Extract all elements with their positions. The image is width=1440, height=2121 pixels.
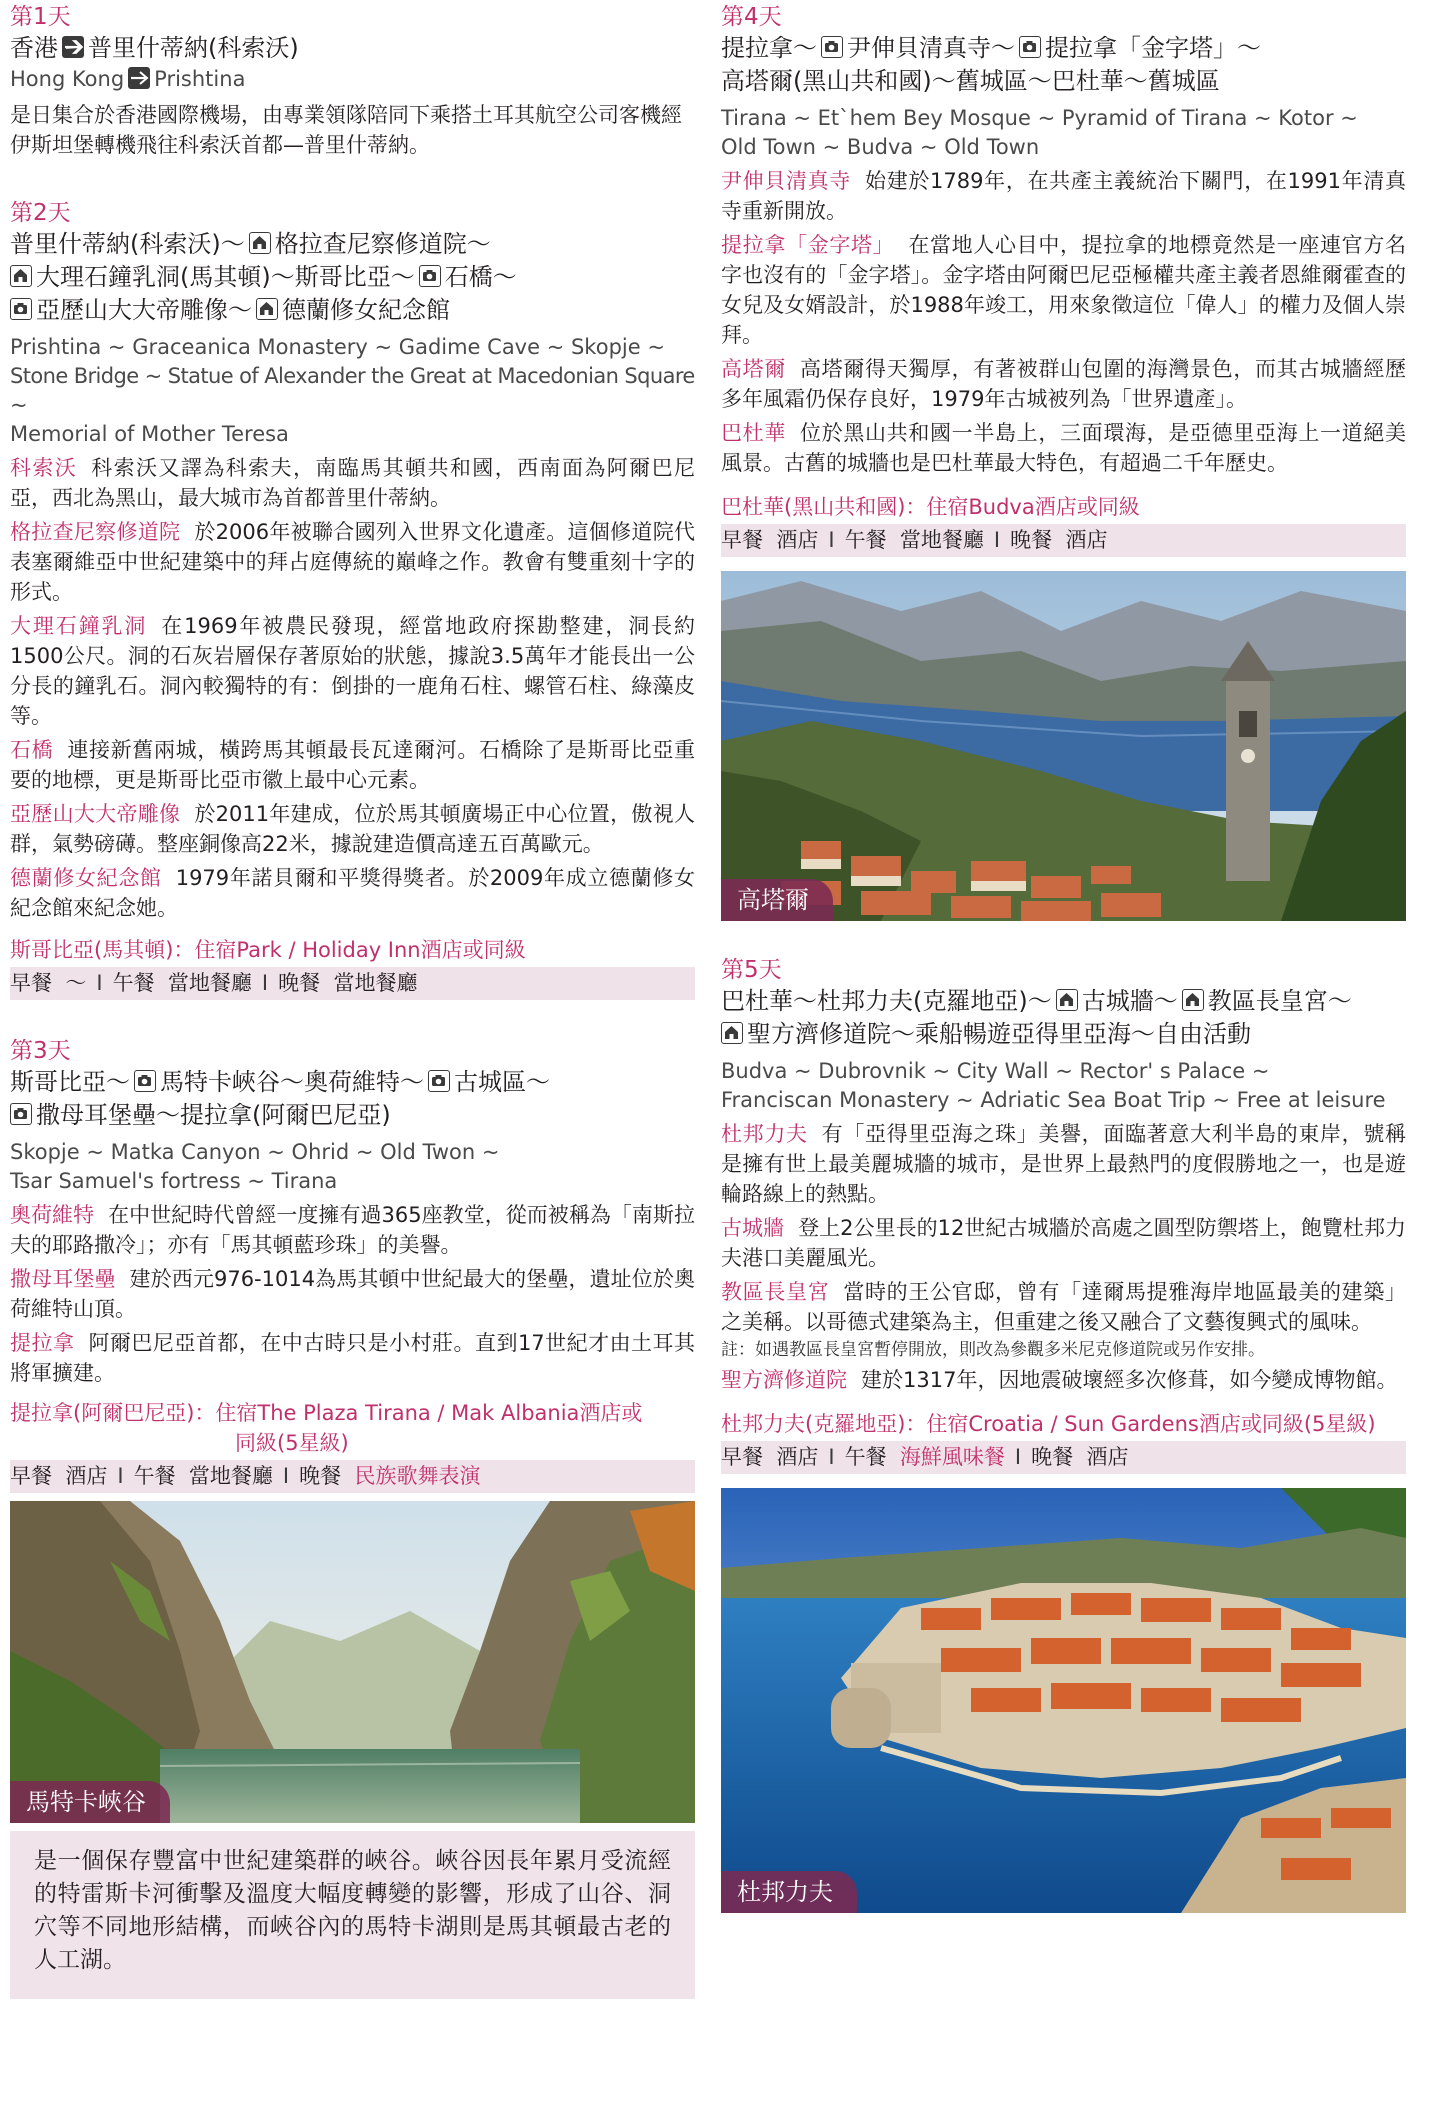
dinner-label: 晚餐 <box>1010 528 1053 552</box>
day-3-route-zh <box>10 1066 695 1132</box>
sight-gracanica <box>10 517 695 607</box>
photo-caption: 高塔爾 <box>721 879 833 921</box>
sight-text: 於2006年被聯合國列入世界文化遺產。這個修道院代表塞爾維亞中世紀建築中的拜占庭傳統的巔峰之作。教會有雙重刻十字的形式。 <box>10 520 695 604</box>
route-en-line: Budva ~ Dubrovnik ~ City Wall ~ Rector' s Palace ~ <box>721 1059 1270 1083</box>
sight-name: 杜邦力夫 <box>721 1122 808 1146</box>
day-3-section <box>10 1036 695 1999</box>
sight-stone-bridge <box>10 735 695 795</box>
dinner-label: 晚餐 <box>1031 1445 1074 1469</box>
meal-separator: I <box>282 1464 290 1488</box>
lunch-label: 午餐 <box>844 528 887 552</box>
day-3-hotel <box>10 1398 695 1458</box>
plane-icon <box>62 36 84 58</box>
sight-text: 高塔爾得天獨厚，有著被群山包圍的海灣景色，而其古城牆經歷多年風霜仍保存良好，1979年古城被列為「世界遺產」。 <box>721 357 1406 411</box>
sight-text: 位於黑山共和國一半島上，三面環海，是亞德里亞海上一道絕美風景。古舊的城牆也是巴杜華最大特色，有超過二千年歷史。 <box>721 421 1406 475</box>
route-segment: 亞歷山大大帝雕像～ <box>36 296 252 324</box>
home-icon <box>721 1022 743 1044</box>
day-3-label: 第3天 <box>10 1038 71 1064</box>
route-segment: 石橋～ <box>444 263 517 291</box>
home-icon <box>249 232 271 254</box>
camera-icon <box>419 265 441 287</box>
plane-icon <box>128 67 150 89</box>
dinner-value: 酒店 <box>1065 528 1108 552</box>
day-2-label: 第2天 <box>10 200 71 226</box>
matka-canyon-description: 是一個保存豐富中世紀建築群的峽谷。峽谷因長年累月受流經的特雷斯卡河衝擊及溫度大幅度轉變的影響，形成了山谷、洞穴等不同地形結構，而峽谷內的馬特卡湖則是馬其頓最古老的人工湖。 <box>10 1831 695 1999</box>
route-en-line: Tirana ~ Et`hem Bey Mosque ~ Pyramid of Tirana ~ Kotor ~ <box>721 106 1358 130</box>
sight-text: 建於1317年，因地震破壞經多次修葺，如今變成博物館。 <box>861 1368 1398 1392</box>
day-4-route-zh <box>721 32 1406 98</box>
day-4-sights <box>721 166 1406 478</box>
meal-separator: I <box>117 1464 124 1488</box>
day-5-meals <box>721 1441 1406 1474</box>
route-en-line: Memorial of Mother Teresa <box>10 422 289 446</box>
day-2-route-en <box>10 333 695 449</box>
dinner-value: 民族歌舞表演 <box>354 1464 481 1488</box>
day-1-route-en <box>10 65 695 94</box>
sight-kosovo <box>10 453 695 513</box>
lunch-label: 午餐 <box>844 1445 887 1469</box>
sight-text: 有「亞得里亞海之珠」美譽，面臨著意大利半島的東岸，號稱是擁有世上最美麗城牆的城市，是世界上最熱門的度假勝地之一，也是遊輪路線上的熱點。 <box>721 1122 1407 1206</box>
sight-alexander-statue <box>10 799 695 859</box>
day-3-meals <box>10 1460 695 1493</box>
breakfast-label: 早餐 <box>721 1445 763 1469</box>
day-5-note: 註：如遇教區長皇宮暫停開放，則改為參觀多米尼克修道院或另作安排。 <box>721 1340 1265 1360</box>
sight-text: 登上2公里長的12世紀古城牆於高處之圓型防禦塔上，飽覽杜邦力夫港口美麗風光。 <box>721 1216 1406 1270</box>
lunch-value: 當地餐廳 <box>899 528 984 552</box>
sight-name: 大理石鐘乳洞 <box>10 614 148 638</box>
day-1-intro: 是日集合於香港國際機場，由專業領隊陪同下乘搭土耳其航空公司客機經伊斯坦堡轉機飛往科索沃首都—普里什蒂納。 <box>10 103 682 157</box>
sight-pyramid-tirana <box>721 230 1406 350</box>
sight-ohrid <box>10 1200 695 1260</box>
camera-icon <box>10 298 32 320</box>
sight-name: 高塔爾 <box>721 357 786 381</box>
route-en-line: Skopje ~ Matka Canyon ~ Ohrid ~ Old Twon ~ <box>10 1140 500 1164</box>
sight-name: 尹伸貝清真寺 <box>721 169 852 193</box>
day-1-section <box>10 2 695 160</box>
sight-name: 德蘭修女紀念館 <box>10 866 162 890</box>
route-segment: 德蘭修女紀念館 <box>282 296 450 324</box>
canyon-image <box>10 1501 695 1823</box>
sight-text: 連接新舊兩城，橫跨馬其頓最長瓦達爾河。石橋除了是斯哥比亞重要的地標，更是斯哥比亞市徽上最中心元素。 <box>10 738 696 792</box>
meal-separator: I <box>1014 1445 1022 1469</box>
meal-separator: I <box>993 528 1001 552</box>
sight-cave <box>10 611 695 731</box>
route-destination-en: Prishtina <box>154 67 246 91</box>
route-segment: 斯哥比亞～ <box>10 1068 130 1096</box>
home-icon <box>1056 989 1078 1011</box>
day-5-route-zh <box>721 985 1406 1051</box>
day-1-label: 第1天 <box>10 4 71 30</box>
sight-text: 在中世紀時代曾經一度擁有過365座教堂，從而被稱為「南斯拉夫的耶路撒冷」；亦有「馬其頓藍珍珠」的美譽。 <box>10 1203 695 1257</box>
day-2-sights <box>10 453 695 923</box>
sight-name: 巴杜華 <box>721 421 786 445</box>
camera-icon <box>1019 36 1041 58</box>
sight-budva <box>721 418 1406 478</box>
route-segment: 格拉查尼察修道院～ <box>274 230 491 258</box>
sight-samuel-fortress <box>10 1264 695 1324</box>
sight-name: 提拉拿「金字塔」 <box>721 233 895 257</box>
camera-icon <box>10 1103 32 1125</box>
sight-text: 於2011年建成，位於馬其頓廣場正中心位置，傲視人群，氣勢磅礡。整座銅像高22米，據說建造價高達五百萬歐元。 <box>10 802 695 856</box>
dubrovnik-image <box>721 1488 1406 1913</box>
kotor-image <box>721 571 1406 921</box>
route-origin-en: Hong Kong <box>10 67 125 91</box>
sight-name: 石橋 <box>10 738 54 762</box>
sight-city-wall <box>721 1213 1406 1273</box>
sight-name: 亞歷山大大帝雕像 <box>10 802 181 826</box>
route-en-line: Prishtina ~ Graceanica Monastery ~ Gadime Cave ~ Skopje ~ <box>10 335 665 359</box>
route-segment: 普里什蒂納(科索沃)～ <box>10 230 245 258</box>
lunch-value: 當地餐廳 <box>188 1464 273 1488</box>
route-segment: 古城牆～ <box>1081 987 1178 1015</box>
day-5-sights <box>721 1119 1406 1395</box>
sight-tirana <box>10 1328 695 1388</box>
day-2-route-zh <box>10 228 695 327</box>
sight-text: 在當地人心目中，提拉拿的地標竟然是一座連官方名字也沒有的「金字塔」。金字塔由阿爾巴尼亞極權共產主義者恩維爾霍查的女兒及女婿設計，於1988年竣工，用來象徵這位「偉人」的權力及個人崇拜。 <box>721 233 1407 347</box>
day-3-route-en <box>10 1138 695 1196</box>
dinner-label: 晚餐 <box>278 971 321 995</box>
dinner-value: 當地餐廳 <box>333 971 418 995</box>
route-origin: 香港 <box>10 34 58 62</box>
camera-icon <box>428 1070 450 1092</box>
photo-caption: 杜邦力夫 <box>721 1871 857 1913</box>
photo-caption: 馬特卡峽谷 <box>10 1781 170 1823</box>
route-destination: 普里什蒂納(科索沃) <box>88 34 299 62</box>
sight-name: 古城牆 <box>721 1216 785 1240</box>
sight-kotor <box>721 354 1406 414</box>
day-4-label: 第4天 <box>721 4 782 30</box>
home-icon <box>256 298 278 320</box>
route-en-line: Tsar Samuel's fortress ~ Tirana <box>10 1169 338 1193</box>
day-2-section <box>10 198 695 1000</box>
day-4-route-en <box>721 104 1406 162</box>
lunch-value: 當地餐廳 <box>167 971 252 995</box>
day-5-section <box>721 955 1406 1913</box>
breakfast-value: ～ <box>65 971 87 995</box>
sight-name: 聖方濟修道院 <box>721 1368 847 1392</box>
day-4-meals <box>721 524 1406 557</box>
kotor-photo <box>721 571 1406 921</box>
breakfast-value: 酒店 <box>776 528 819 552</box>
meal-separator: I <box>261 971 269 995</box>
dinner-value: 酒店 <box>1086 1445 1129 1469</box>
route-segment: 馬特卡峽谷～奧荷維特～ <box>160 1068 424 1096</box>
route-en-line: Stone Bridge ~ Statue of Alexander the Great at Macedonian Square ~ <box>10 364 695 417</box>
camera-icon <box>134 1070 156 1092</box>
route-segment: 尹伸貝清真寺～ <box>847 34 1015 62</box>
hotel-line: 提拉拿(阿爾巴尼亞)：住宿The Plaza Tirana / Mak Albania酒店或 <box>10 1401 643 1425</box>
day-2-hotel: 斯哥比亞(馬其頓)：住宿Park / Holiday Inn酒店或同級 <box>10 938 526 962</box>
day-5-route-en <box>721 1057 1406 1115</box>
route-segment: 古城區～ <box>454 1068 550 1096</box>
route-en-line: Old Town ~ Budva ~ Old Town <box>721 135 1040 159</box>
route-segment: 巴杜華～杜邦力夫(克羅地亞)～ <box>721 987 1052 1015</box>
lunch-label: 午餐 <box>112 971 155 995</box>
sight-text: 建於西元976-1014為馬其頓中世紀最大的堡壘，遺址位於奧荷維特山頂。 <box>10 1267 696 1321</box>
day-1-route-zh <box>10 32 695 65</box>
day-5-hotel: 杜邦力夫(克羅地亞)：住宿Croatia / Sun Gardens酒店或同級(5星級) <box>721 1412 1376 1436</box>
sight-name: 格拉查尼察修道院 <box>10 520 181 544</box>
dubrovnik-photo <box>721 1488 1406 1913</box>
route-segment: 提拉拿「金字塔」～ <box>1045 34 1261 62</box>
sight-name: 提拉拿 <box>10 1331 75 1355</box>
route-segment: 高塔爾(黑山共和國)～舊城區～巴杜華～舊城區 <box>721 67 1220 95</box>
matka-canyon-photo <box>10 1501 695 1823</box>
sight-name: 撒母耳堡壘 <box>10 1267 116 1291</box>
left-column <box>10 0 695 1999</box>
day-4-hotel: 巴杜華(黑山共和國)：住宿Budva酒店或同級 <box>721 495 1140 519</box>
day-4-section <box>721 2 1406 921</box>
sight-dubrovnik <box>721 1119 1406 1209</box>
sight-text: 阿爾巴尼亞首都，在中古時只是小村莊。直到17世紀才由土耳其將軍擴建。 <box>10 1331 695 1385</box>
sight-text: 1979年諾貝爾和平獎得獎者。於2009年成立德蘭修女紀念館來紀念她。 <box>10 866 696 920</box>
home-icon <box>10 265 32 287</box>
day-3-sights <box>10 1200 695 1388</box>
sight-mother-teresa <box>10 863 695 923</box>
route-segment: 大理石鐘乳洞(馬其頓)～斯哥比亞～ <box>36 263 415 291</box>
meal-separator: I <box>96 971 103 995</box>
route-segment: 撒母耳堡壘～提拉拿(阿爾巴尼亞) <box>36 1101 391 1129</box>
meal-separator: I <box>828 1445 835 1469</box>
route-segment: 提拉拿～ <box>721 34 817 62</box>
sight-text: 科索沃又譯為科索夫，南臨馬其頓共和國，西南面為阿爾巴尼亞，西北為黑山，最大城市為首都普里什蒂納。 <box>10 456 696 510</box>
lunch-label: 午餐 <box>133 1464 176 1488</box>
breakfast-label: 早餐 <box>10 1464 52 1488</box>
sight-rectors-palace <box>721 1277 1406 1337</box>
sight-text: 當時的王公官邸，曾有「達爾馬提雅海岸地區最美的建築」之美稱。以哥德式建築為主，但重建之後又融合了文藝復興式的風味。 <box>721 1280 1407 1334</box>
sight-ethem-bey-mosque <box>721 166 1406 226</box>
sight-name: 科索沃 <box>10 456 78 480</box>
home-icon <box>1182 989 1204 1011</box>
breakfast-label: 早餐 <box>721 528 763 552</box>
hotel-line: 同級(5星級) <box>235 1431 349 1455</box>
lunch-value: 海鮮風味餐 <box>899 1445 1005 1469</box>
sight-franciscan-monastery <box>721 1365 1406 1395</box>
meal-separator: I <box>828 528 835 552</box>
day-5-label: 第5天 <box>721 957 782 983</box>
breakfast-value: 酒店 <box>776 1445 819 1469</box>
breakfast-value: 酒店 <box>65 1464 108 1488</box>
breakfast-label: 早餐 <box>10 971 52 995</box>
sight-text: 在1969年被農民發現，經當地政府探勘整建，洞長約1500公尺。洞的石灰岩層保存著原始的狀態，據說3.5萬年才能長出一公分長的鐘乳石。洞內較獨特的有：倒掛的一鹿角石柱、螺管石柱、綠藻皮等。 <box>10 614 695 728</box>
route-en-line: Franciscan Monastery ~ Adriatic Sea Boat Trip ~ Free at leisure <box>721 1088 1386 1112</box>
route-segment: 聖方濟修道院～乘船暢遊亞得里亞海～自由活動 <box>747 1020 1251 1048</box>
route-segment: 教區長皇宮～ <box>1207 987 1352 1015</box>
dinner-label: 晚餐 <box>299 1464 342 1488</box>
day-2-meals <box>10 967 695 1000</box>
right-column <box>721 0 1406 1913</box>
sight-name: 教區長皇宮 <box>721 1280 830 1304</box>
sight-text: 始建於1789年，在共產主義統治下關門，在1991年清真寺重新開放。 <box>721 169 1407 223</box>
camera-icon <box>821 36 843 58</box>
sight-name: 奧荷維特 <box>10 1203 95 1227</box>
